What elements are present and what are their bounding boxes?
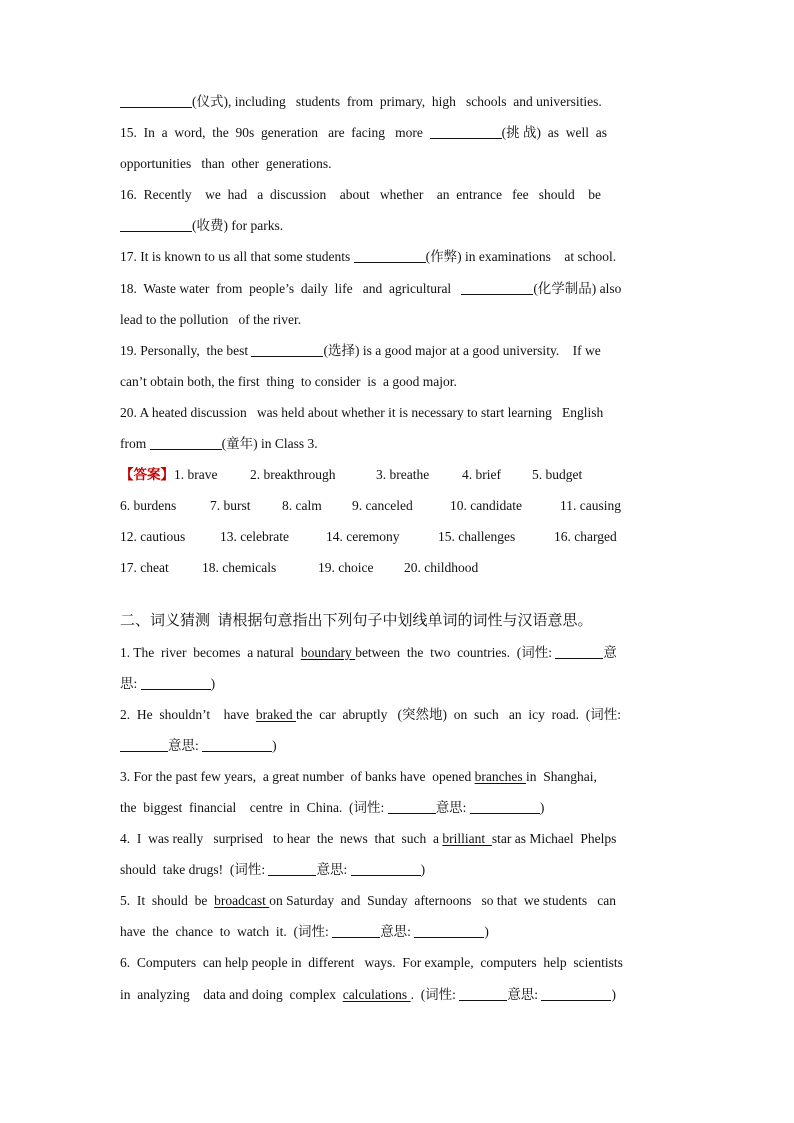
answer-blank[interactable] <box>150 435 222 450</box>
question-text: have the chance to watch it. (词性: <box>120 924 333 940</box>
question-text: 16. Recently we had a discussion about whether an entrance fee should be <box>120 187 601 203</box>
question-19 <box>120 335 674 366</box>
question-text: ) <box>420 862 426 878</box>
answer-blank[interactable] <box>555 644 603 659</box>
answer-item: 10. candidate <box>450 498 522 514</box>
question-text: 意思: <box>316 862 351 878</box>
answer-blank[interactable] <box>354 248 426 263</box>
answer-item: 15. challenges <box>438 529 516 545</box>
question-text: in Shanghai, <box>526 768 597 784</box>
answer-row-3 <box>120 521 674 552</box>
question-text: 18. Waste water from people’s daily life and agricultural <box>120 280 462 296</box>
answer-blank[interactable] <box>251 342 323 357</box>
part2-question-4 <box>120 823 674 854</box>
question-text: 19. Personally, the best <box>120 342 252 358</box>
part2-question-3 <box>120 761 674 792</box>
answer-item: 8. calm <box>282 498 322 514</box>
underlined-word: branches <box>474 768 526 784</box>
answer-item: 17. cheat <box>120 560 169 576</box>
question-text: (作弊) in examinations at school. <box>425 249 617 265</box>
answer-item: 18. chemicals <box>202 560 277 576</box>
question-text: (童年) in Class 3. <box>221 436 318 452</box>
part2-question-6 <box>120 947 674 978</box>
answer-item: 19. choice <box>318 560 374 576</box>
question-text: ) <box>484 924 489 940</box>
answer-item: 9. canceled <box>352 498 413 514</box>
question-15-cont <box>120 148 674 179</box>
part2-question-1 <box>120 637 674 668</box>
question-text: 意思: <box>380 924 415 940</box>
question-text: 3. For the past few years, a great number of banks have opened <box>120 768 475 784</box>
section-spacer <box>120 584 674 606</box>
answer-item: 14. ceremony <box>326 529 400 545</box>
answer-blank[interactable] <box>541 986 611 1001</box>
answer-item: 16. charged <box>554 529 617 545</box>
question-text: the biggest financial centre in China. (词性: <box>120 799 388 815</box>
answer-item: 7. burst <box>210 498 251 514</box>
question-16 <box>120 179 674 210</box>
answer-item: 6. burdens <box>120 498 177 514</box>
question-text: (化学制品) also <box>533 280 622 296</box>
answer-item: 1. brave <box>174 467 218 483</box>
part2-question-3-cont <box>120 792 674 823</box>
question-18 <box>120 273 674 304</box>
answer-blank[interactable] <box>120 93 192 108</box>
question-text: 意 <box>603 644 617 660</box>
answer-blank[interactable] <box>470 799 540 814</box>
question-text: lead to the pollution of the river. <box>120 311 302 327</box>
question-text: star as Michael Phelps <box>491 831 617 847</box>
answer-item: 12. cautious <box>120 529 186 545</box>
question-text: ) <box>210 675 216 691</box>
question-19-cont <box>120 366 674 397</box>
question-text: 20. A heated discussion was held about whether it is necessary to start learning English <box>120 404 604 420</box>
question-text: should take drugs! (词性: <box>120 862 269 878</box>
answer-blank[interactable] <box>202 737 272 752</box>
underlined-word: boundary <box>300 644 356 660</box>
answer-blank[interactable] <box>120 217 192 232</box>
answer-item: 4. brief <box>462 467 501 483</box>
question-text: . (词性: <box>410 986 460 1002</box>
answer-blank[interactable] <box>414 923 484 938</box>
question-text: (收费) for parks. <box>192 218 284 234</box>
question-text: (挑 战) as well as <box>501 125 608 141</box>
answer-blank[interactable] <box>430 124 502 139</box>
answer-blank[interactable] <box>461 280 533 295</box>
question-14-end <box>120 86 674 117</box>
question-text: 5. It should be <box>120 893 215 909</box>
question-text: 15. In a word, the 90s generation are facing more <box>120 125 430 141</box>
question-text: 意思: <box>507 986 542 1002</box>
question-text: in analyzing data and doing complex <box>120 986 343 1002</box>
underlined-word: brilliant <box>442 831 492 847</box>
answer-item: 5. budget <box>532 467 583 483</box>
answer-item: 2. breakthrough <box>250 467 336 483</box>
answer-item: 3. breathe <box>376 467 430 483</box>
question-text: ) <box>539 799 545 815</box>
answer-item: 11. causing <box>560 498 621 514</box>
answer-blank[interactable] <box>351 861 421 876</box>
answer-item: 20. childhood <box>404 560 479 576</box>
question-text: 意思: <box>435 799 470 815</box>
question-text: (选择) is a good major at a good university. If we <box>323 342 601 358</box>
answer-row-1 <box>120 459 674 490</box>
answer-blank[interactable] <box>332 923 380 938</box>
question-text: ) <box>272 737 277 753</box>
question-text: 2. He shouldn’t have <box>120 706 256 722</box>
question-20-cont <box>120 428 674 459</box>
question-text: opportunities than other generations. <box>120 156 332 172</box>
question-text: on Saturday and Sunday afternoons so that we students can <box>269 893 617 909</box>
question-text: from <box>120 436 150 452</box>
part2-question-2-cont <box>120 730 674 761</box>
underlined-word: calculations <box>342 986 411 1002</box>
part2-question-1-cont <box>120 668 674 699</box>
question-text: 意思: <box>168 737 203 753</box>
underlined-word: braked <box>255 706 296 722</box>
question-17 <box>120 241 674 272</box>
question-text: the car abruptly (突然地) on such an icy road. (词性: <box>295 706 622 722</box>
part2-question-5 <box>120 885 674 916</box>
part2-question-4-cont <box>120 854 674 885</box>
question-18-cont <box>120 304 674 335</box>
section-heading: 二、词义猜测 请根据句意指出下列句子中划线单词的词性与汉语意思。 <box>120 612 593 629</box>
part2-question-5-cont <box>120 916 674 947</box>
question-15 <box>120 117 674 148</box>
question-text: 1. The river becomes a natural <box>120 644 301 660</box>
question-16-cont <box>120 210 674 241</box>
question-text: 4. I was really surprised to hear the news that such a <box>120 831 443 847</box>
part2-question-2 <box>120 699 674 730</box>
question-20 <box>120 397 674 428</box>
question-text: 17. It is known to us all that some students <box>120 249 354 265</box>
question-text: (仪式), including students from primary, high schools and universities. <box>192 94 602 109</box>
underlined-word: broadcast <box>214 893 270 909</box>
answer-blank[interactable] <box>268 861 316 876</box>
answer-blank[interactable] <box>141 675 211 690</box>
answer-blank[interactable] <box>120 737 168 752</box>
worksheet-page <box>120 86 674 1010</box>
answer-tag: 【答案】 <box>120 467 174 483</box>
part2-question-6-cont <box>120 979 674 1010</box>
question-text: 6. Computers can help people in different ways. For example, computers help scientists <box>120 955 623 971</box>
question-text: ) <box>611 986 616 1002</box>
answer-blank[interactable] <box>459 986 507 1001</box>
question-text: between the two countries. (词性: <box>355 644 556 660</box>
question-text: 思: <box>120 675 141 691</box>
question-text: can’t obtain both, the first thing to consider is a good major. <box>120 373 457 389</box>
answer-item: 13. celebrate <box>220 529 289 545</box>
answer-row-2 <box>120 490 674 521</box>
answer-row-4 <box>120 552 674 583</box>
answer-blank[interactable] <box>388 799 436 814</box>
